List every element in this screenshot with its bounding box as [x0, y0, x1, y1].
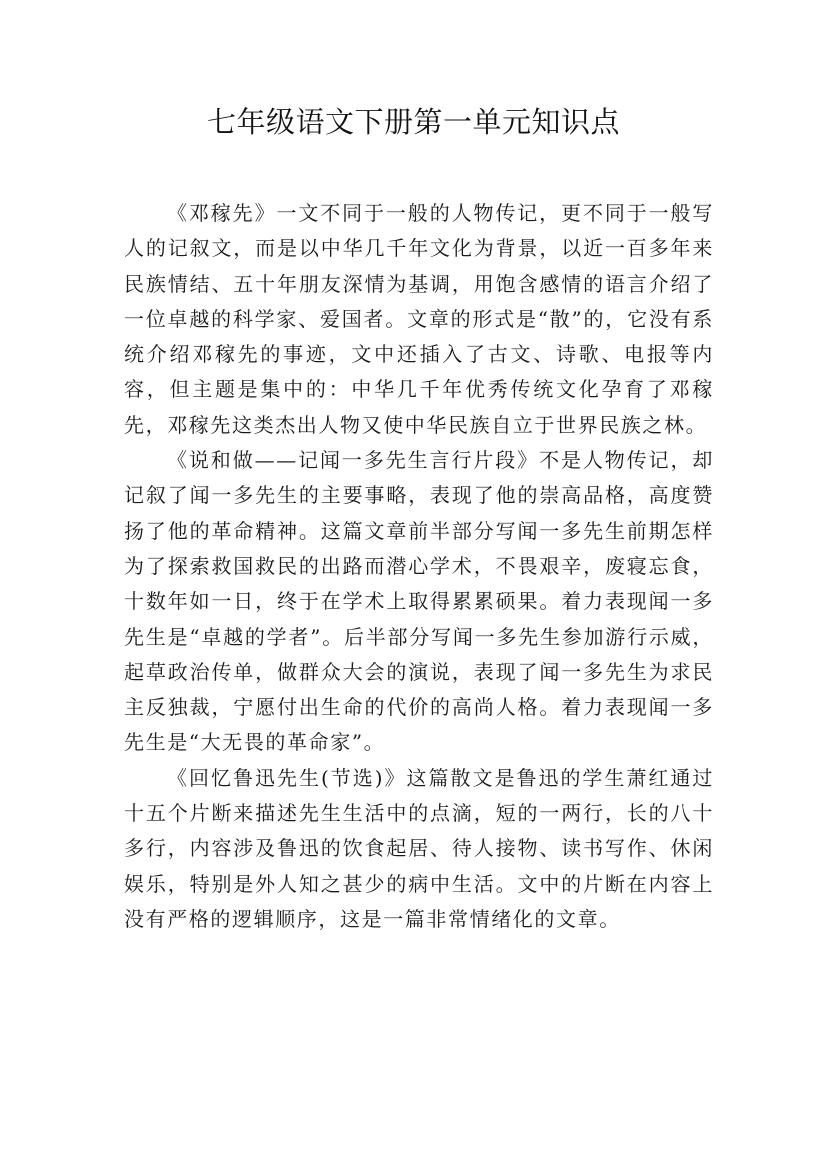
document-body	[124, 196, 714, 937]
document-title: 七年级语文下册第一单元知识点	[206, 105, 620, 139]
paragraph-wen-yiduo: 《说和做——记闻一多先生言行片段》不是人物传记，却记叙了闻一多先生的主要事略，表现了他的崇高品格，高度赞扬了他的革命精神。这篇文章前半部分写闻一多先生前期怎样为了探索救国救民的出路而潜心学术，不畏艰辛，废寝忘食，十数年如一日，终于在学术上取得累累硕果。着力表现闻一多先生是“卓越的学者”。后半部分写闻一多先生参加游行示威，起草政治传单，做群众大会的演说，表现了闻一多先生为求民主反独裁，宁愿付出生命的代价的高尚人格。着力表现闻一多先生是“大无畏的革命家”。	[124, 448, 714, 755]
paragraph-lu-xun: 《回忆鲁迅先生(节选)》这篇散文是鲁迅的学生萧红通过十五个片断来描述先生生活中的点滴，短的一两行，长的八十多行，内容涉及鲁迅的饮食起居、待人接物、读书写作、休闲娱乐，特别是外人知之甚少的病中生活。文中的片断在内容上没有严格的逻辑顺序，这是一篇非常情绪化的文章。	[124, 765, 714, 931]
paragraph-deng-jiaxian: 《邓稼先》一文不同于一般的人物传记，更不同于一般写人的记叙文，而是以中华几千年文化为背景，以近一百多年来民族情结、五十年朋友深情为基调，用饱含感情的语言介绍了一位卓越的科学家、爱国者。文章的形式是“散”的，它没有系统介绍邓稼先的事迹，文中还插入了古文、诗歌、电报等内容，但主题是集中的：中华几千年优秀传统文化孕育了邓稼先，邓稼先这类杰出人物又使中华民族自立于世界民族之林。	[124, 201, 714, 437]
